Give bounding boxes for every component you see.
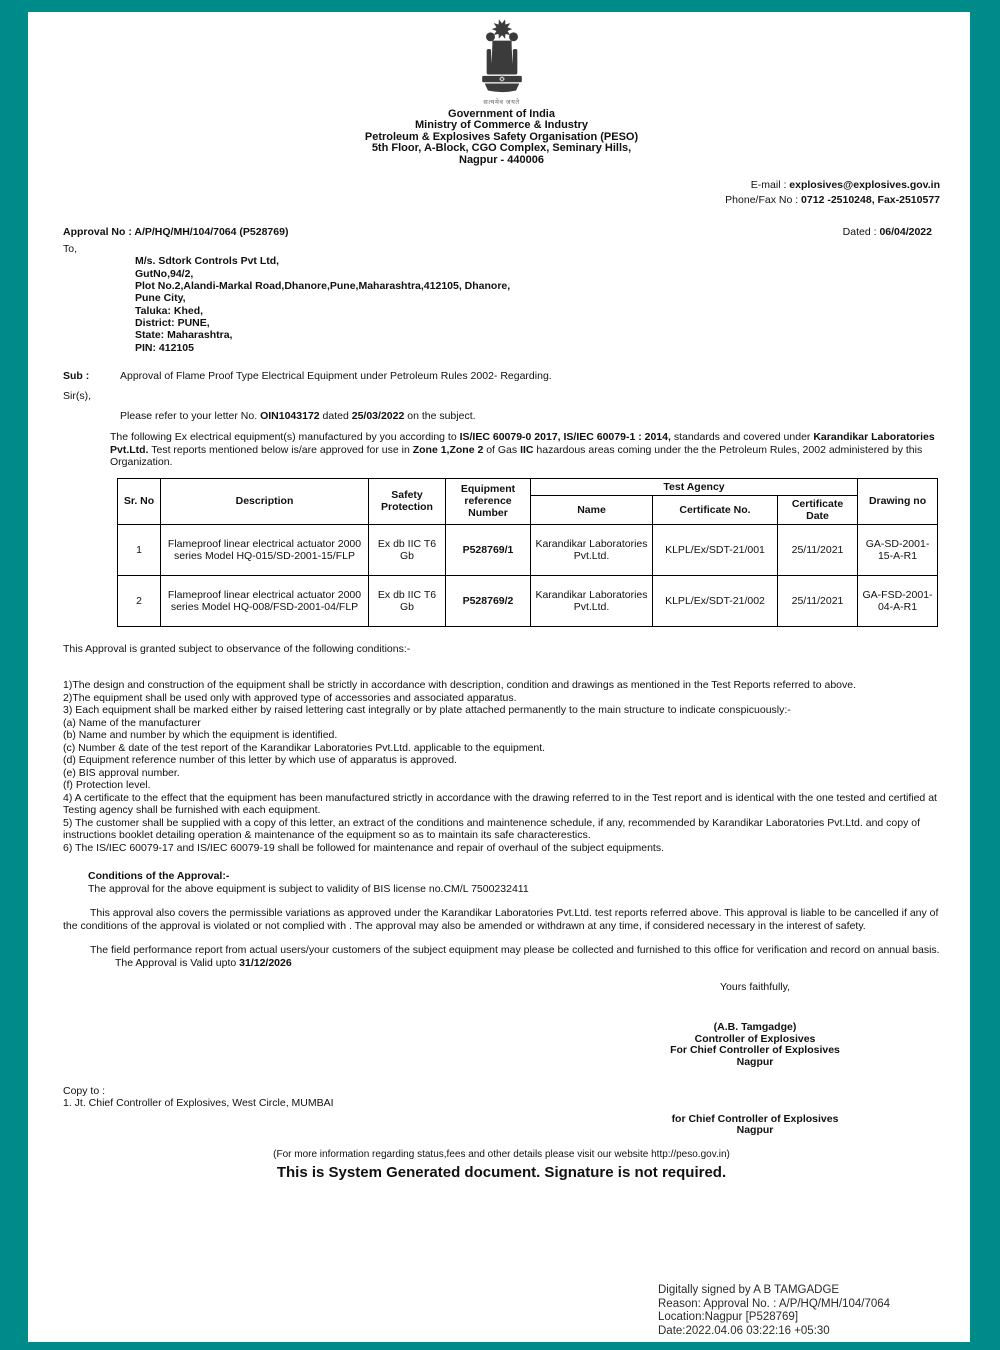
letter-date: 25/03/2022	[351, 409, 405, 422]
col-header-drawing: Drawing no	[858, 478, 938, 524]
system-generated-note: This is System Generated document. Signature is not required.	[276, 1163, 727, 1181]
address-line: State: Maharashtra,	[135, 329, 233, 342]
addressee-block	[135, 255, 940, 353]
email-label: E-mail :	[750, 179, 790, 192]
cell-description: Flameproof linear electrical actuator 2000 series Model HQ-015/SD-2001-15/FLP	[161, 524, 369, 575]
condition-sub-item: (c) Number & date of the test report of the Karandikar Laboratories Pvt.Ltd. applicable to the equipment.	[63, 741, 546, 754]
cell-equip-ref: P528769/1	[446, 524, 531, 575]
meta-row	[63, 226, 940, 239]
copy-to-label: Copy to :	[63, 1085, 106, 1098]
reference-text: dated	[319, 409, 352, 422]
digital-signature-block	[658, 1284, 890, 1338]
cell-equip-ref: P528769/2	[446, 575, 531, 626]
cell-drawing: GA-SD-2001-15-A-R1	[858, 524, 938, 575]
intro-text: standards and covered under	[670, 431, 814, 444]
table-row	[118, 524, 938, 575]
digital-date: Date:2022.04.06 03:22:16 +05:30	[658, 1324, 830, 1337]
signatory-place: Nagpur	[736, 1056, 774, 1069]
intro-text: The following Ex electrical equipment(s) manufactured by you according to	[110, 431, 460, 444]
approval-conditions-heading: Conditions of the Approval:-	[88, 870, 230, 883]
subject-row	[63, 370, 940, 383]
intro-text: hazardous areas coming under the the Petroleum Rules, 2002 administered by this Organization.	[110, 443, 923, 469]
granted-line: This Approval is granted subject to observance of the following conditions:-	[63, 642, 411, 655]
ashoka-lion-capital-icon	[473, 86, 531, 98]
standards-ref: IS/IEC 60079-0 2017, IS/IEC 60079-1 : 2014,	[459, 431, 671, 444]
table-header-row-1	[118, 478, 938, 495]
letter-content	[28, 12, 970, 1179]
col-header-safety: Safety Protection	[369, 478, 446, 524]
signatory-title: For Chief Controller of Explosives	[670, 1044, 840, 1057]
address-line: Pune City,	[135, 292, 186, 305]
condition-item: 1)The design and construction of the equipment shall be strictly in accordance with description, condition and drawings as mentioned in the Test Reports referred to above.	[63, 679, 857, 692]
reference-line	[120, 410, 940, 423]
reference-text: Please refer to your letter No.	[120, 409, 261, 422]
variations-paragraph: This approval also covers the permissible variations as approved under the Karandikar Laboratories Pvt.Ltd. test reports referred above. This approval is liable to be cancelled if any of the conditions of the approval is violated or not complied with . The approval may also be amended or withdrawn at any time, if considered necessary in the interest of safety.	[63, 907, 939, 932]
table-row	[118, 575, 938, 626]
dated-value: 06/04/2022	[879, 226, 932, 239]
approval-number: Approval No : A/P/HQ/MH/104/7064 (P528769)	[63, 226, 289, 239]
org-line-peso: Petroleum & Explosives Safety Organisation (PESO)	[364, 130, 639, 143]
cell-sr: 1	[118, 524, 161, 575]
address-line: District: PUNE,	[135, 316, 210, 329]
intro-text: of Gas	[483, 443, 521, 456]
condition-item: 6) The IS/IEC 60079-17 and IS/IEC 60079-19 shall be followed for maintenance and repair of overhaul of the subject equipments.	[63, 841, 665, 854]
contact-block	[63, 178, 940, 208]
phone-label: Phone/Fax No :	[725, 194, 802, 207]
digital-location: Location:Nagpur [P528769]	[658, 1311, 799, 1324]
dated-line	[843, 226, 940, 239]
validity-date: 31/12/2026	[239, 956, 292, 969]
satyameva-jayate-motto: सत्यमेव जयते	[483, 98, 520, 106]
to-label: To,	[63, 242, 78, 255]
cell-drawing: GA-FSD-2001-04-A-R1	[858, 575, 938, 626]
address-line: GutNo,94/2,	[135, 267, 194, 280]
test-lab-name: Karandikar Laboratories Pvt.Ltd.	[110, 431, 935, 456]
signatory	[605, 1022, 905, 1069]
dated-label: Dated :	[842, 226, 880, 239]
email-line	[63, 178, 940, 193]
cell-sr: 2	[118, 575, 161, 626]
col-header-description: Description	[161, 478, 369, 524]
email-value: explosives@explosives.gov.in	[789, 179, 940, 192]
subject-label: Sub :	[63, 369, 90, 382]
cell-safety: Ex db IIC T6 Gb	[369, 575, 446, 626]
salutation: Sir(s),	[63, 390, 91, 403]
equipment-table	[117, 478, 938, 627]
col-header-cert-no: Certificate No.	[653, 495, 778, 524]
cell-cert-no: KLPL/Ex/SDT-21/001	[653, 524, 778, 575]
condition-item: 4) A certificate to the effect that the equipment has been manufactured strictly in accordance with the drawing referred to in the Test report and is identical with the one tested and certified at Testing agency shall be furnished with each equipment.	[63, 791, 937, 817]
condition-sub-item: (d) Equipment reference number of this letter by which use of apparatus is approved.	[63, 754, 457, 767]
signatory-name: (A.B. Tamgadge)	[713, 1020, 797, 1033]
condition-item: 2)The equipment shall be used only with approved type of accessories and associated apparatus.	[63, 691, 517, 704]
condition-sub-item: (b) Name and number by which the equipment is identified.	[63, 729, 338, 742]
intro-text: Test reports mentioned below is/are approved for use in	[148, 443, 413, 456]
address-line: Plot No.2,Alandi-Markal Road,Dhanore,Pune,Maharashtra,412105, Dhanore,	[135, 280, 511, 293]
field-report-paragraph: The field performance report from actual users/your customers of the subject equipment may please be collected and furnished to this office for verification and record on annual basis.	[90, 944, 940, 957]
cell-agency: Karandikar Laboratories Pvt.Ltd.	[531, 524, 653, 575]
cell-cert-no: KLPL/Ex/SDT-21/002	[653, 575, 778, 626]
col-header-test-agency: Test Agency	[531, 478, 858, 495]
address-line: PIN: 412105	[135, 341, 194, 354]
letter-page	[28, 12, 970, 1342]
letter-number: OIN1043172	[260, 409, 320, 422]
org-line-government: Government of India	[448, 107, 555, 120]
zones: Zone 1,Zone 2	[412, 443, 484, 456]
cell-cert-date: 25/11/2021	[778, 575, 858, 626]
condition-sub-item: (a) Name of the manufacturer	[63, 716, 201, 729]
condition-sub-item: (e) BIS approval number.	[63, 766, 180, 779]
copy-to-block	[63, 1085, 940, 1110]
phone-line	[63, 193, 940, 208]
bis-license-line: The approval for the above equipment is subject to validity of BIS license no.CM/L 7500232411	[88, 882, 529, 895]
org-line-city: Nagpur - 440006	[459, 153, 544, 166]
condition-item: 5) The customer shall be supplied with a copy of this letter, an extract of the conditions and maintenence schedule, if any, recommended by Karandikar Laboratories Pvt.Ltd. and copy of instructions booklet detailing operation & maintenance of the equipment so as to maintain its safe characterestics.	[63, 816, 921, 842]
intro-paragraph	[110, 431, 940, 469]
condition-item: 3) Each equipment shall be marked either by raised lettering cast integrally or by plate attached permanently to the main structure to indicate conspicuously:-	[63, 704, 791, 717]
digital-reason: Reason: Approval No. : A/P/HQ/MH/104/7064	[658, 1297, 891, 1310]
org-line-address: 5th Floor, A-Block, CGO Complex, Seminary Hills,	[371, 142, 632, 155]
cell-safety: Ex db IIC T6 Gb	[369, 524, 446, 575]
cell-cert-date: 25/11/2021	[778, 524, 858, 575]
reference-text: on the subject.	[404, 409, 476, 422]
col-header-equip-ref: Equipment reference Number	[446, 478, 531, 524]
address-line: Taluka: Khed,	[135, 304, 204, 317]
org-line-ministry: Ministry of Commerce & Industry	[415, 119, 588, 132]
copy-to-line: 1. Jt. Chief Controller of Explosives, West Circle, MUMBAI	[63, 1097, 334, 1110]
footer-info-line: (For more information regarding status,fees and other details please visit our website http://peso.gov.in)	[273, 1149, 730, 1161]
col-header-sr-no: Sr. No	[118, 478, 161, 524]
subject-text: Approval of Flame Proof Type Electrical Equipment under Petroleum Rules 2002- Regarding.	[120, 369, 552, 382]
col-header-agency-name: Name	[531, 495, 653, 524]
gas-group: IIC	[520, 443, 534, 456]
counter-sign-place: Nagpur	[736, 1124, 774, 1137]
phone-value: 0712 -2510248, Fax-2510577	[801, 194, 940, 207]
signature-block	[605, 981, 905, 1069]
cell-description: Flameproof linear electrical actuator 2000 series Model HQ-008/FSD-2001-04/FLP	[161, 575, 369, 626]
conditions-list	[63, 679, 940, 854]
counter-signature	[605, 1114, 905, 1138]
validity-line	[115, 957, 940, 970]
address-line: M/s. Sdtork Controls Pvt Ltd,	[135, 255, 280, 268]
cell-agency: Karandikar Laboratories Pvt.Ltd.	[531, 575, 653, 626]
org-header	[63, 109, 940, 167]
condition-sub-item: (f) Protection level.	[63, 779, 151, 792]
digital-signed-by: Digitally signed by A B TAMGADGE	[658, 1284, 840, 1296]
counter-sign-title: for Chief Controller of Explosives	[671, 1112, 839, 1125]
col-header-cert-date: Certificate Date	[778, 495, 858, 524]
signatory-title: Controller of Explosives	[694, 1032, 816, 1045]
validity-text: The Approval is Valid upto	[115, 956, 240, 969]
emblem-block	[63, 12, 940, 106]
closing-line: Yours faithfully,	[719, 981, 791, 994]
